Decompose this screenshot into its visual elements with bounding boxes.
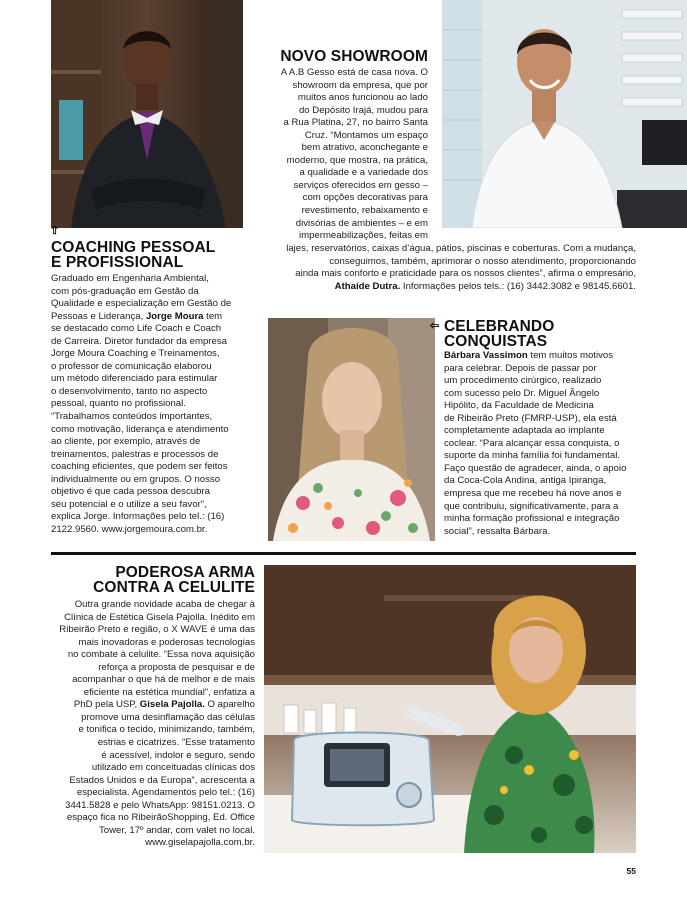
- conquistas-line: coclear. “Para alcançar essa conquista, o: [444, 437, 620, 449]
- coaching-line-part: Pessoas e Liderança,: [51, 310, 146, 322]
- conquistas-line-part: tem muitos motivos: [527, 350, 614, 361]
- coaching-line: se destacado como Life Coach e Coach: [51, 323, 222, 335]
- showroom-line: moderno, que mostra, na prática,: [286, 154, 428, 166]
- celulite-line: mais inovadoras e poderosas tecnologias: [78, 636, 255, 648]
- coaching-text: [51, 273, 251, 536]
- coaching-line: Graduado em Engenharia Ambiental,: [51, 273, 209, 284]
- showroom-line: Cruz. “Montamos um espaço: [304, 129, 428, 141]
- coaching-line: coaching eficientes, que podem ser feitos: [51, 461, 228, 473]
- conquistas-line: Hipólito, da Faculdade de Medicina: [444, 400, 594, 412]
- celulite-line: Ribeirão Preto e região, o X WAVE é uma das: [59, 624, 255, 636]
- conquistas-line: empresa que me recebeu há nove anos e: [444, 488, 622, 500]
- showroom-text-right: [262, 67, 428, 243]
- conquistas-line: completamente adaptada ao implante: [444, 425, 605, 437]
- showroom-text-wide: [252, 243, 636, 293]
- celulite-line: é acessível, indolor e seguro, sendo: [101, 749, 255, 761]
- coaching-title-line2: E PROFISSIONAL: [51, 254, 184, 271]
- coaching-person-name: Jorge Moura: [145, 310, 204, 322]
- coaching-line: objetivo é que cada pessoa descubra: [51, 486, 210, 498]
- showroom-line-part: Informações pelos tels.: (16) 3442.3082 e 98145.6601.: [400, 280, 636, 292]
- jorge-moura-photo: [51, 0, 243, 228]
- showroom-line: A A.B Gesso está de casa nova. O: [280, 67, 428, 78]
- celulite-person-name: Gisela Pajolla.: [139, 699, 205, 711]
- coaching-line: treinamentos, palestras e processos de: [51, 448, 219, 460]
- coaching-line: Qualidade e especialização em Gestão de: [51, 298, 232, 310]
- celulite-line: 3441.5828 e pelo WhatsApp: 98151.0213. O: [65, 799, 255, 811]
- showroom-line: conseguimos, também, aprimorar o nosso atendimento, proporcionando: [329, 255, 636, 267]
- coaching-line: 2122.9560. www.jorgemoura.com.br.: [51, 523, 208, 535]
- athaide-dutra-photo: [442, 0, 687, 228]
- showroom-title: NOVO SHOWROOM: [280, 48, 428, 65]
- celulite-line: no combate à celulite. “Essa nova aquisição: [67, 649, 255, 661]
- celulite-line: promove uma desinflamação das células: [81, 711, 255, 723]
- showroom-line: com opções decorativas para: [302, 192, 428, 204]
- coaching-title: [51, 240, 215, 270]
- coaching-line: explica Jorge. Informações pelo tel.: (16): [51, 511, 225, 523]
- showroom-line: [252, 281, 636, 294]
- showroom-line: impermeabilizações, feitas em: [298, 230, 428, 242]
- conquistas-line: Faço questão de agradecer, ainda, o apoio: [444, 462, 627, 474]
- coaching-arrow-icon: ⇧: [50, 225, 60, 237]
- showroom-line: revestimento, rebaixamento e: [301, 205, 428, 217]
- celulite-line: estrias e cicatrizes. “Esse tratamento: [97, 737, 255, 749]
- celulite-line: acompanhar o que há de melhor e de mais: [72, 674, 255, 686]
- coaching-line: o desenvolvimento, tanto no aspecto: [51, 385, 208, 397]
- conquistas-line: social”, ressalta Bárbara.: [444, 525, 551, 537]
- celulite-title-line1: PODEROSA ARMA: [115, 564, 255, 581]
- celulite-line: Tower, 17º andar, com valet no local.: [98, 824, 255, 836]
- coaching-line: ao cliente, por exemplo, através de: [51, 436, 201, 448]
- showroom-line: lajes, reservatórios, caixas d’água, pátios, piscinas e coberturas. Com a mudança,: [286, 243, 636, 254]
- gisela-pajolla-photo: [264, 565, 636, 853]
- showroom-person-name: Athaíde Dutra.: [334, 280, 401, 292]
- coaching-line: individualmente ou em grupos. O nosso: [51, 473, 221, 485]
- celulite-line: eficiente na estética mundial”, enfatiza a: [83, 686, 255, 698]
- showroom-line: muitos anos funcionou ao lado: [297, 92, 428, 104]
- conquistas-line: suporte da minha família foi fundamental.: [444, 450, 620, 462]
- conquistas-line: [444, 350, 639, 363]
- celulite-line: espaço fica no RibeirãoShopping, Ed. Office: [66, 812, 255, 824]
- coaching-line: de Carreira. Diretor fundador da empresa: [51, 335, 227, 347]
- celulite-line: [46, 699, 255, 712]
- conquistas-line: de Ribeirão Preto (FMRP-USP), ela está: [444, 412, 617, 424]
- showroom-line: showroom da empresa, que por: [292, 79, 428, 91]
- conquistas-line: que contribuiu, significativamente, para a: [444, 500, 619, 512]
- coaching-line: como motivação, liderança e atendimento: [51, 423, 229, 435]
- conquistas-line: para celebrar. Depois de passar por: [444, 362, 597, 374]
- conquistas-arrow-icon: ⇦: [430, 320, 440, 332]
- showroom-line: divisórias de ambientes – e em: [295, 217, 428, 229]
- showroom-line: a Rua Platina, 27, no bairro Santa: [283, 117, 428, 129]
- celulite-line: especialista. Agendamentos pelo tel.: (16): [76, 787, 255, 799]
- celulite-title: [51, 565, 255, 595]
- coaching-line: o professor de comunicação elaborou: [51, 360, 212, 372]
- coaching-line: seu potencial e o utilize a seu favor”,: [51, 498, 207, 510]
- section-divider: [51, 552, 636, 555]
- conquistas-line: da Coca-Cola Andina, antiga Ipiranga,: [444, 475, 607, 487]
- conquistas-person-name: Bárbara Vassimon: [444, 350, 528, 361]
- conquistas-text: [444, 350, 639, 538]
- celulite-line-part: O aparelho: [204, 699, 255, 711]
- showroom-line: serviços oferecidos em gesso –: [293, 179, 428, 191]
- celulite-line: reforça a proposta de pesquisar e de: [98, 661, 255, 673]
- celulite-title-line2: CONTRA A CELULITE: [93, 579, 255, 596]
- celulite-line: Outra grande novidade acaba de chegar à: [74, 599, 255, 610]
- barbara-vassimon-photo: [268, 318, 435, 541]
- showroom-line: a qualidade e a variedade dos: [299, 167, 428, 179]
- coaching-line: “Trabalhamos conteúdos importantes,: [51, 411, 213, 423]
- page-number: 55: [626, 866, 636, 876]
- coaching-line: pessoal, quanto no profissional.: [51, 398, 186, 410]
- celulite-line: utilizado em conceituadas clínicas dos: [91, 762, 255, 774]
- conquistas-line: minha formação profissional e integração: [444, 513, 620, 525]
- conquistas-line: com sucesso pelo Dr. Miguel Ângelo: [444, 387, 600, 399]
- celulite-line: Estados Unidos e da Europa”, acrescenta a: [69, 774, 255, 786]
- conquistas-title: [444, 319, 554, 349]
- celulite-line: www.giselapajolla.com.br.: [145, 837, 255, 849]
- coaching-line: Jorge Moura Coaching e Treinamentos,: [51, 348, 220, 360]
- coaching-line-part: tem: [203, 310, 223, 322]
- celulite-text: [46, 599, 255, 850]
- conquistas-title-line1: CELEBRANDO: [444, 318, 555, 335]
- coaching-line: [51, 311, 251, 324]
- celulite-line-part: PhD pela USP,: [73, 699, 140, 711]
- conquistas-title-line2: CONQUISTAS: [444, 333, 548, 350]
- coaching-title-line1: COACHING PESSOAL: [51, 239, 216, 256]
- coaching-line: com pós-graduação em Gestão da: [51, 285, 199, 297]
- conquistas-line: um procedimento cirúrgico, realizado: [444, 375, 602, 387]
- celulite-line: Clínica de Estética Gisela Pajolla. Inédito em: [64, 611, 255, 623]
- showroom-line: ainda mais conforto e praticidade para os nossos clientes”, afirma o empresário,: [295, 268, 636, 280]
- showroom-line: bem atrativo, aconchegante e: [301, 142, 428, 154]
- celulite-line: e tonifica o tecido, minimizando, também,: [78, 724, 255, 736]
- showroom-line: do Depósito Irajá, mudou para: [298, 104, 428, 116]
- coaching-line: um método diferenciado para estimular: [51, 373, 218, 385]
